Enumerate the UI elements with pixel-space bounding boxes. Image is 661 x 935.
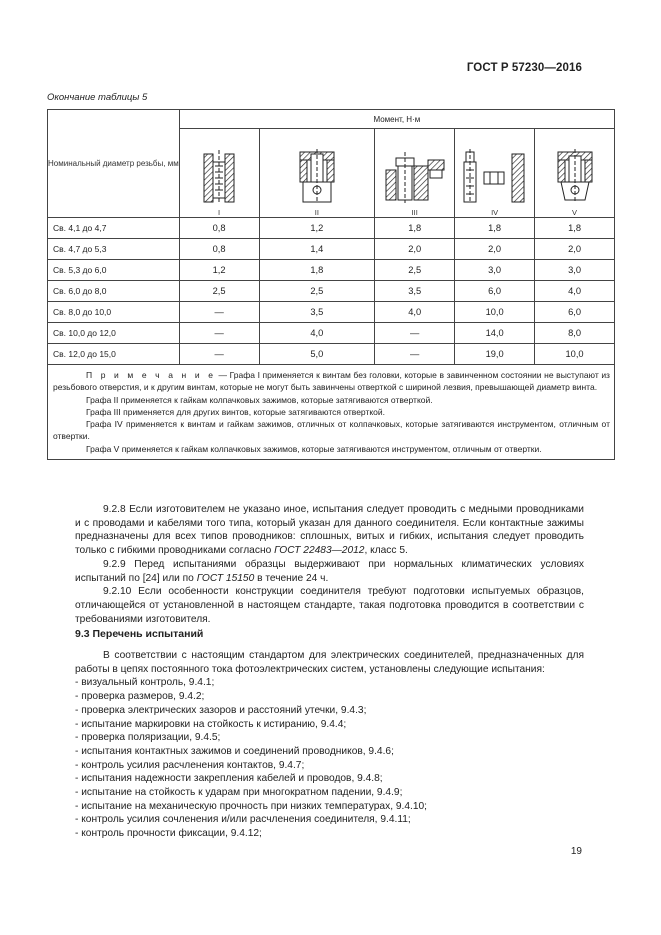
table-row [48, 281, 615, 302]
body-text [75, 503, 584, 626]
cell-value: 4,0 [535, 281, 615, 302]
list-item: - контроль прочности фиксации, 9.4.12; [75, 828, 262, 840]
note-word: П р и м е ч а н и е [86, 370, 216, 380]
row-label: Св. 4,1 до 4,7 [48, 218, 180, 239]
cell-value: 0,8 [179, 218, 259, 239]
p928-text: 9.2.8 Если изготовителем не указано иное, испытания следует проводить с медными проводниками и с проводами и кабелями того типа, который указан для данного соединителя. Если контактные зажимы предназначены для всех типов проводников: сплошных, витых и гибких, испытания следует проводить только с гибкими проводниками согласно [75, 504, 584, 557]
cell-value: 19,0 [455, 344, 535, 365]
cell-value: 10,0 [535, 344, 615, 365]
cell-value: 4,0 [375, 302, 455, 323]
cell-value: 2,0 [375, 239, 455, 260]
paragraph-9-2-8 [75, 503, 584, 558]
table-row [48, 260, 615, 281]
document-code: ГОСТ Р 57230—2016 [466, 62, 582, 74]
note-graph-iii: Графа III применяется для других винтов, которые затягиваются отверткой. [86, 406, 386, 417]
note-graph-ii: Графа II применяется к гайкам колпачковых зажимов, которые затягиваются отверткой. [86, 394, 433, 405]
row-label: Св. 4,7 до 5,3 [48, 239, 180, 260]
page-number: 19 [570, 846, 582, 857]
cell-value: 2,0 [535, 239, 615, 260]
cell-value: 1,4 [259, 239, 375, 260]
note-graph-i: Графа I применяется к винтам без головки, которые в завинченном состоянии не выступают из резьбового отверстия, и к другим винтам, которые не могут быть завинчены отверткой с шириной лезвия, превышающей диаметр винта. [53, 370, 610, 393]
screw-and-nut-drawing [460, 148, 530, 204]
note-graph-iv: Графа IV применяется к винтам и гайкам зажимов, отличных от колпачковых, которые затягиваются инструментом, отличным от отвертки. [53, 419, 610, 442]
paragraph-9-2-10: 9.2.10 Если особенности конструкции соединителя требуют подготовки испытуемых образцов, отличающейся от установленной в настоящем стандарте, такая подготовка проводится в соответствии с требованиями изготовителя. [75, 586, 584, 625]
list-item: - проверка электрических зазоров и расстояний утечки, 9.4.3; [75, 704, 367, 716]
table-row [48, 323, 615, 344]
cell-value: 10,0 [455, 302, 535, 323]
list-item: - проверка поляризации, 9.4.5; [75, 732, 221, 744]
screw-without-head-drawing [202, 148, 236, 204]
torque-table [47, 109, 615, 460]
column-i-cell [179, 129, 259, 218]
cell-value: 3,5 [375, 281, 455, 302]
cell-value: 0,8 [179, 239, 259, 260]
cell-value: 3,0 [535, 260, 615, 281]
cell-value: 3,5 [259, 302, 375, 323]
section-intro: В соответствии с настоящим стандартом для электрических соединителей, предназначенных для работы в цепях постоянного тока фотоэлектрических систем, установлены следующие испытания: [75, 650, 584, 675]
cell-value: — [179, 323, 259, 344]
tests-list-block [75, 649, 595, 841]
note-graph-v: Графа V применяется к гайкам колпачковых зажимов, которые затягиваются инструментом, отличным от отвертки. [86, 443, 542, 454]
row-label: Св. 10,0 до 12,0 [48, 323, 180, 344]
list-item: - испытание маркировки на стойкость к истиранию, 9.4.4; [75, 718, 347, 730]
cell-value: 4,0 [259, 323, 375, 344]
table-row [48, 239, 615, 260]
cell-value: 1,8 [455, 218, 535, 239]
p928-reference: ГОСТ 22483—2012 [274, 545, 365, 557]
row-label: Св. 12,0 до 15,0 [48, 344, 180, 365]
list-item: - визуальный контроль, 9.4.1; [75, 677, 215, 689]
table-caption: Окончание таблицы 5 [47, 92, 148, 103]
cell-value: 1,2 [179, 260, 259, 281]
cell-value: 14,0 [455, 323, 535, 344]
cap-nut-drawing [297, 148, 337, 204]
cell-value: 1,8 [535, 218, 615, 239]
cell-value: 2,5 [259, 281, 375, 302]
table-row [48, 218, 615, 239]
screw-drawing [384, 148, 446, 204]
cell-value: 1,8 [375, 218, 455, 239]
cell-value: 6,0 [535, 302, 615, 323]
cell-value: 2,5 [375, 260, 455, 281]
list-item: - испытание на механическую прочность при низких температурах, 9.4.10; [75, 800, 428, 812]
note-dash: — [218, 370, 228, 380]
column-ii-cell [259, 129, 375, 218]
section-title: 9.3 Перечень испытаний [75, 628, 204, 640]
cell-value: 1,2 [259, 218, 375, 239]
table-row [48, 302, 615, 323]
cell-value: — [375, 344, 455, 365]
moment-header: Момент, Н·м [179, 110, 614, 129]
column-iv-label: IV [491, 208, 499, 217]
cell-value: 8,0 [535, 323, 615, 344]
cell-value: 1,8 [259, 260, 375, 281]
column-v-cell [535, 129, 615, 218]
column-i-label: I [218, 208, 221, 217]
paragraph-9-2-9 [75, 558, 584, 585]
row-label: Св. 6,0 до 8,0 [48, 281, 180, 302]
column-v-label: V [572, 208, 578, 217]
column-iii-label: III [411, 208, 418, 217]
cell-value: — [179, 344, 259, 365]
cell-value: 2,5 [179, 281, 259, 302]
list-item: - контроль усилия сочленения и/или расчленения соединителя, 9.4.11; [75, 814, 411, 826]
row-label: Св. 5,3 до 6,0 [48, 260, 180, 281]
cell-value: — [179, 302, 259, 323]
column-iv-cell [455, 129, 535, 218]
list-item: - проверка размеров, 9.4.2; [75, 691, 205, 703]
list-item: - испытание на стойкость к ударам при многократном падении, 9.4.9; [75, 787, 403, 799]
p929-text: 9.2.9 Перед испытаниями образцы выдерживают при нормальных климатических условиях испытаний по [24] или по [75, 558, 584, 584]
p929-reference: ГОСТ 15150 [196, 572, 255, 584]
table-note [48, 365, 615, 460]
list-item: - испытания надежности закрепления кабелей и проводов, 9.4.8; [75, 773, 383, 785]
column-ii-label: II [314, 208, 319, 217]
p929-end: в течение 24 ч. [257, 572, 329, 584]
p928-end: , класс 5. [364, 545, 408, 557]
list-item: - испытания контактных зажимов и соединений проводников, 9.4.6; [75, 745, 394, 757]
cap-nut-tool-drawing [555, 148, 595, 204]
cell-value: 2,0 [455, 239, 535, 260]
diameter-header: Номинальный диаметр резьбы, мм [48, 110, 180, 218]
cell-value: — [375, 323, 455, 344]
cell-value: 5,0 [259, 344, 375, 365]
column-iii-cell [375, 129, 455, 218]
cell-value: 3,0 [455, 260, 535, 281]
tests-list [75, 676, 595, 840]
table-row [48, 344, 615, 365]
list-item: - контроль усилия расчленения контактов, 9.4.7; [75, 759, 305, 771]
cell-value: 6,0 [455, 281, 535, 302]
row-label: Св. 8,0 до 10,0 [48, 302, 180, 323]
